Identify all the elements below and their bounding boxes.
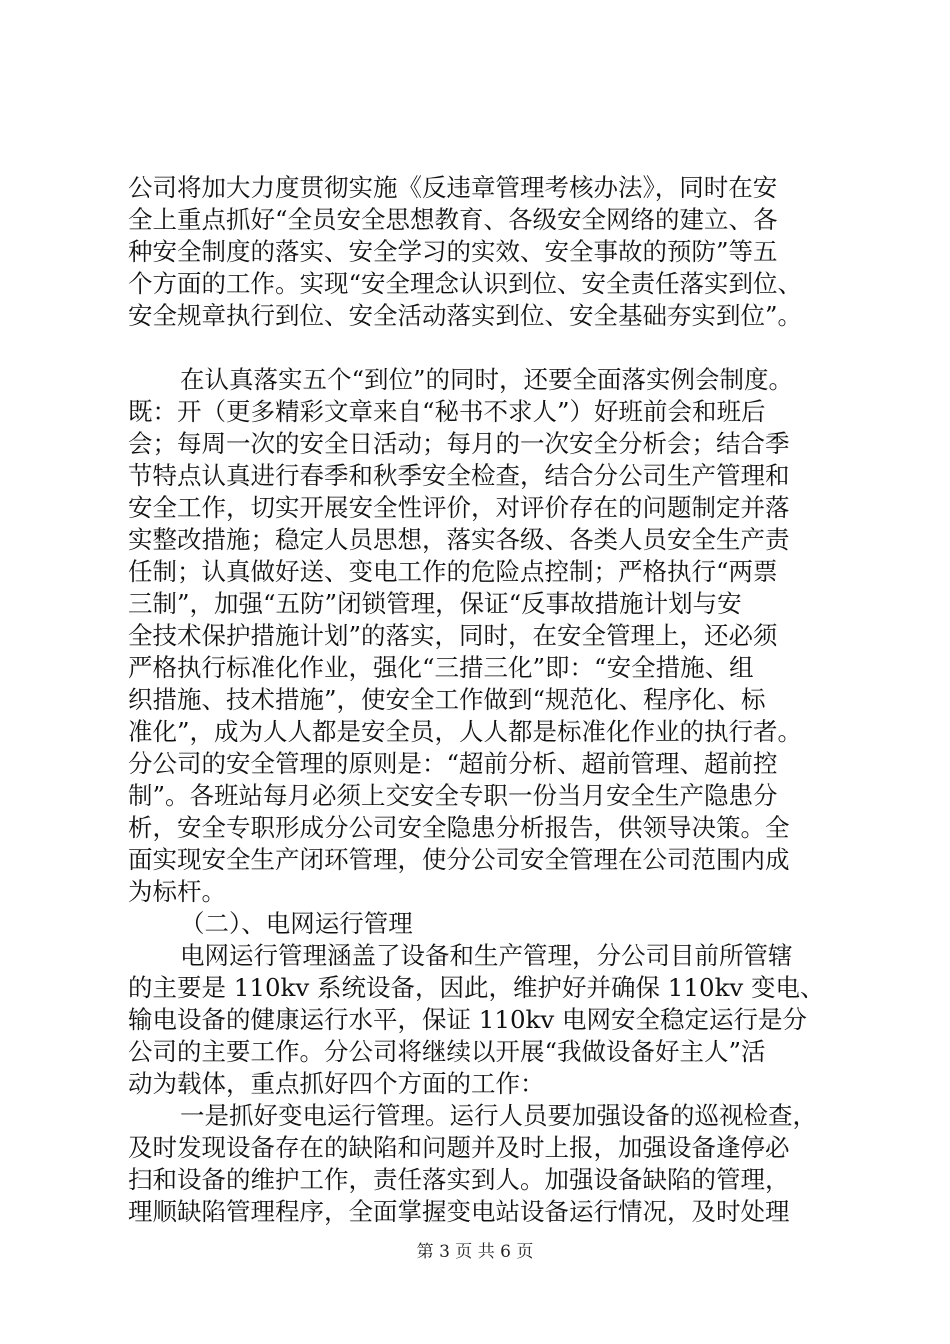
text-line: 织措施、技术措施”，使安全工作做到“规范化、程序化、标 <box>128 685 766 714</box>
paragraph <box>128 908 848 940</box>
text-line: 析，安全专职形成分公司安全隐患分析报告，供领导决策。全 <box>128 813 790 842</box>
paragraph <box>128 364 848 908</box>
text-line: 制”。各班站每月必须上交安全专职一份当月安全生产隐患分 <box>128 781 778 810</box>
text-line: 及时发现设备存在的缺陷和问题并及时上报，加强设备逢停必 <box>128 1133 790 1162</box>
text-line: 面实现安全生产闭环管理，使分公司安全管理在公司范围内成 <box>128 845 790 874</box>
text-line: 输电设备的健康运行水平，保证 110kv 电网安全稳定运行是分 <box>128 1005 808 1034</box>
document-body <box>128 172 848 1228</box>
text-line: 会；每周一次的安全日活动；每月的一次安全分析会；结合季 <box>128 429 790 458</box>
text-line: 在认真落实五个“到位”的同时，还要全面落实例会制度。 <box>180 365 794 394</box>
text-line: （二）、电网运行管理 <box>180 909 413 938</box>
text-line: 个方面的工作。实现“安全理念认识到位、安全责任落实到位、 <box>128 269 803 298</box>
text-line: 安全规章执行到位、安全活动落实到位、安全基础夯实到位”。 <box>128 301 803 330</box>
text-line: 为标杆。 <box>128 877 226 906</box>
text-line: 扫和设备的维护工作，责任落实到人。加强设备缺陷的管理， <box>128 1165 790 1194</box>
paragraph-gap <box>128 332 848 364</box>
text-line: 全上重点抓好“全员安全思想教育、各级安全网络的建立、各 <box>128 205 778 234</box>
text-line: 电网运行管理涵盖了设备和生产管理，分公司目前所管辖 <box>180 941 793 970</box>
text-line: 公司的主要工作。分公司将继续以开展“我做设备好主人”活 <box>128 1037 766 1066</box>
text-line: 分公司的安全管理的原则是：“超前分析、超前管理、超前控 <box>128 749 778 778</box>
text-line: 任制；认真做好送、变电工作的危险点控制；严格执行“两票 <box>128 557 778 586</box>
text-line: 种安全制度的落实、安全学习的实效、安全事故的预防”等五 <box>128 237 778 266</box>
text-line: 动为载体，重点抓好四个方面的工作： <box>128 1069 545 1098</box>
paragraph <box>128 940 848 1100</box>
paragraph <box>128 172 848 332</box>
text-line: 准化”，成为人人都是安全员，人人都是标准化作业的执行者。 <box>128 717 803 746</box>
text-line: 严格执行标准化作业，强化“三措三化”即：“安全措施、组 <box>128 653 754 682</box>
text-line: 三制”，加强“五防”闭锁管理，保证“反事故措施计划与安 <box>128 589 742 618</box>
page-footer: 第 3 页 共 6 页 <box>416 1242 534 1262</box>
text-line: 全技术保护措施计划”的落实，同时，在安全管理上，还必须 <box>128 621 778 650</box>
text-line: 公司将加大力度贯彻实施《反违章管理考核办法》，同时在安 <box>128 173 778 202</box>
text-line: 理顺缺陷管理程序，全面掌握变电站设备运行情况，及时处理 <box>128 1197 790 1226</box>
text-line: 节特点认真进行春季和秋季安全检查，结合分公司生产管理和 <box>128 461 790 490</box>
text-line: 一是抓好变电运行管理。运行人员要加强设备的巡视检查， <box>180 1101 817 1130</box>
paragraph <box>128 1100 848 1228</box>
text-line: 既：开（更多精彩文章来自“秘书不求人”）好班前会和班后 <box>128 397 766 426</box>
text-line: 实整改措施；稳定人员思想，落实各级、各类人员安全生产责 <box>128 525 790 554</box>
text-line: 安全工作，切实开展安全性评价，对评价存在的问题制定并落 <box>128 493 790 522</box>
text-line: 的主要是 110kv 系统设备，因此，维护好并确保 110kv 变电、 <box>128 973 825 1002</box>
